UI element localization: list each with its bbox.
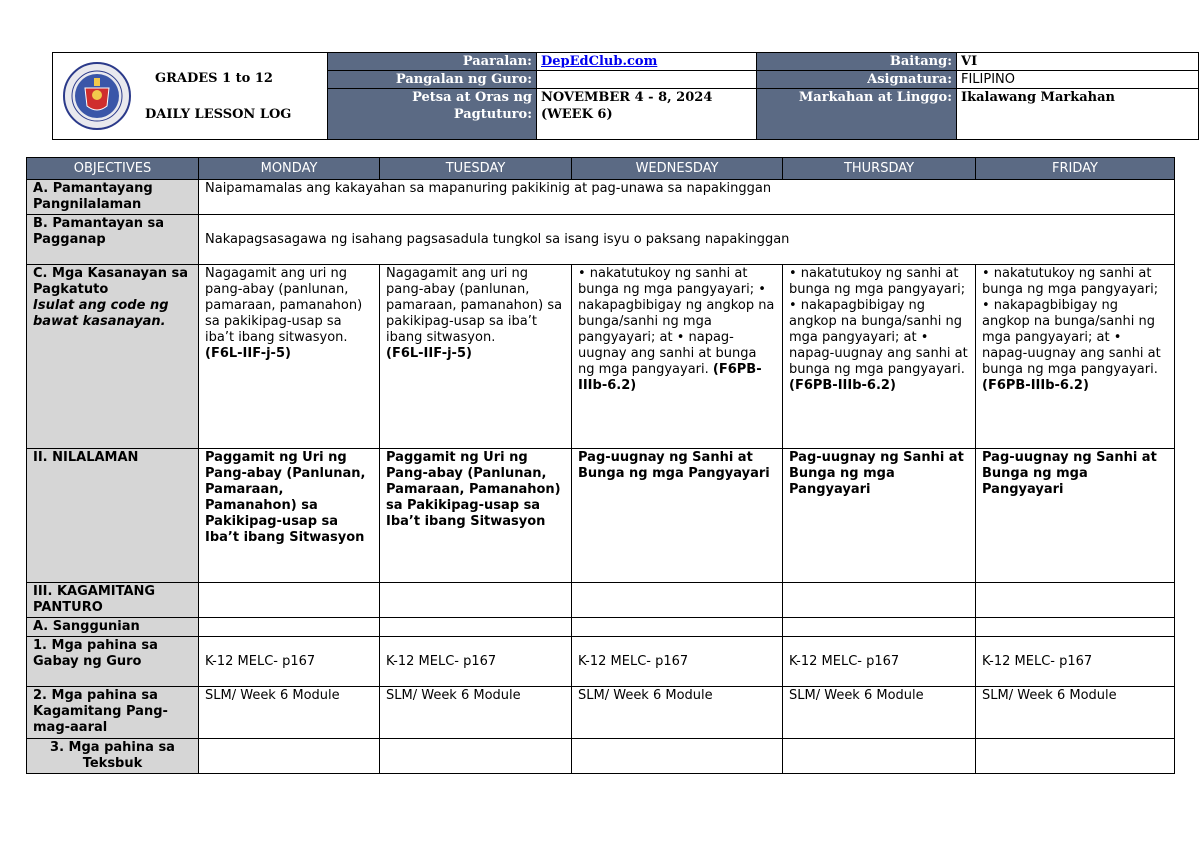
table-row — [27, 618, 1175, 637]
empty-cell — [976, 583, 1175, 618]
learner-material-thursday: SLM/ Week 6 Module — [783, 687, 976, 739]
col-thursday: THURSDAY — [783, 158, 976, 180]
row-label-teacher-guide: 1. Mga pahina sa Gabay ng Guro — [27, 637, 199, 687]
table-row — [27, 215, 1175, 265]
competency-code: (F6PB-IIIb-6.2) — [982, 378, 1089, 393]
competency-tuesday — [380, 265, 572, 449]
deped-seal-logo-icon — [63, 62, 131, 130]
row-label-materials: III. KAGAMITANG PANTURO — [27, 583, 199, 618]
school-label: Paaralan: — [328, 53, 537, 71]
col-objectives: OBJECTIVES — [27, 158, 199, 180]
learner-material-tuesday: SLM/ Week 6 Module — [380, 687, 572, 739]
table-row — [27, 449, 1175, 583]
competency-monday — [199, 265, 380, 449]
quarter-label: Markahan at Linggo: — [757, 89, 957, 140]
lesson-log-table — [26, 157, 1175, 774]
performance-standard-value: Nakapagsasagawa ng isahang pagsasadula tungkol sa isang isyu o paksang napakinggan — [199, 215, 1175, 265]
empty-cell — [199, 583, 380, 618]
empty-cell — [380, 583, 572, 618]
teacher-value — [537, 71, 757, 89]
school-value[interactable] — [537, 53, 757, 71]
empty-cell — [783, 583, 976, 618]
row-label-learner-material: 2. Mga pahina sa Kagamitang Pang-mag-aaral — [27, 687, 199, 739]
content-tuesday: Paggamit ng Uri ng Pang-abay (Panlunan, Pamaraan, Pamanahon) sa Pakikipag-usap sa Iba’t ibang Sitwasyon — [380, 449, 572, 583]
empty-cell — [572, 739, 783, 774]
title-daily-lesson-log: DAILY LESSON LOG — [145, 106, 292, 122]
empty-cell — [976, 739, 1175, 774]
competencies-note: Isulat ang code ng bawat kasanayan. — [33, 298, 169, 329]
table-row — [27, 687, 1175, 739]
row-label-competencies — [27, 265, 199, 449]
row-label-references: A. Sanggunian — [27, 618, 199, 637]
empty-cell — [572, 618, 783, 637]
competency-thursday — [783, 265, 976, 449]
table-row — [27, 180, 1175, 215]
competency-code: (F6PB-IIIb-6.2) — [789, 378, 896, 393]
table-row — [27, 583, 1175, 618]
learner-material-friday: SLM/ Week 6 Module — [976, 687, 1175, 739]
empty-cell — [199, 618, 380, 637]
empty-cell — [380, 739, 572, 774]
row-label-performance-standard: B. Pamantayan sa Pagganap — [27, 215, 199, 265]
date-label: Petsa at Oras ng Pagtuturo: — [328, 89, 537, 140]
teacher-guide-tuesday: K-12 MELC- p167 — [380, 637, 572, 687]
competency-wednesday — [572, 265, 783, 449]
competency-text: Nagagamit ang uri ng pang-abay (panlunan, pamaraan, pamanahon) sa pakikipag-usap sa iba’t ibang sitwasyon. — [205, 266, 363, 345]
empty-cell — [380, 618, 572, 637]
col-wednesday: WEDNESDAY — [572, 158, 783, 180]
table-header-row — [27, 158, 1175, 180]
competency-text: • nakatutukoy ng sanhi at bunga ng mga pangyayari; • nakapagbibigay ng angkop na bunga/sanhi ng mga pangyayari; at • napag-uugnay ang sanhi at bunga ng mga pangyayari. — [789, 266, 968, 377]
content-wednesday: Pag-uugnay ng Sanhi at Bunga ng mga Pangyayari — [572, 449, 783, 583]
competency-text: Nagagamit ang uri ng pang-abay (panlunan, pamaraan, pamanahon) sa pakikipag-usap sa iba’t ibang sitwasyon. — [386, 266, 563, 345]
empty-cell — [783, 618, 976, 637]
learner-material-wednesday: SLM/ Week 6 Module — [572, 687, 783, 739]
empty-cell — [783, 739, 976, 774]
school-link[interactable]: DepEdClub.com — [541, 54, 658, 69]
competency-text: • nakatutukoy ng sanhi at bunga ng mga pangyayari; • nakapagbibigay ng angkop na bunga/sanhi ng mga pangyayari; at • napag-uugnay ang sanhi at bunga ng mga pangyayari. — [982, 266, 1161, 377]
table-row — [27, 739, 1175, 774]
teacher-label: Pangalan ng Guro: — [328, 71, 537, 89]
row-label-textbook: 3. Mga pahina sa Teksbuk — [27, 739, 199, 774]
teacher-guide-wednesday: K-12 MELC- p167 — [572, 637, 783, 687]
competency-code: (F6L-IIF-j-5) — [386, 346, 472, 361]
teacher-guide-friday: K-12 MELC- p167 — [976, 637, 1175, 687]
competency-code: (F6PB-IIIb-6.2) — [578, 362, 762, 393]
logo-title-cell — [53, 53, 328, 140]
competency-friday — [976, 265, 1175, 449]
content-monday: Paggamit ng Uri ng Pang-abay (Panlunan, Pamaraan, Pamanahon) sa Pakikipag-usap sa Iba’t ibang Sitwasyon — [199, 449, 380, 583]
table-row — [27, 637, 1175, 687]
grade-label: Baitang: — [757, 53, 957, 71]
content-thursday: Pag-uugnay ng Sanhi at Bunga ng mga Pangyayari — [783, 449, 976, 583]
competency-code: (F6L-IIF-j-5) — [205, 346, 291, 361]
content-standard-value: Naipamamalas ang kakayahan sa mapanuring pakikinig at pag-unawa sa napakinggan — [199, 180, 1175, 215]
teacher-guide-monday: K-12 MELC- p167 — [199, 637, 380, 687]
date-value: NOVEMBER 4 - 8, 2024 (WEEK 6) — [537, 89, 757, 140]
empty-cell — [199, 739, 380, 774]
quarter-value: Ikalawang Markahan — [957, 89, 1199, 140]
subject-label: Asignatura: — [757, 71, 957, 89]
content-friday: Pag-uugnay ng Sanhi at Bunga ng mga Pangyayari — [976, 449, 1175, 583]
col-tuesday: TUESDAY — [380, 158, 572, 180]
teacher-guide-thursday: K-12 MELC- p167 — [783, 637, 976, 687]
col-friday: FRIDAY — [976, 158, 1175, 180]
row-label-content: II. NILALAMAN — [27, 449, 199, 583]
competencies-label: C. Mga Kasanayan sa Pagkatuto — [33, 266, 189, 297]
title-grades: GRADES 1 to 12 — [155, 70, 273, 86]
empty-cell — [976, 618, 1175, 637]
subject-value: FILIPINO — [957, 71, 1199, 89]
row-label-content-standard: A. Pamantayang Pangnilalaman — [27, 180, 199, 215]
grade-value: VI — [957, 53, 1199, 71]
learner-material-monday: SLM/ Week 6 Module — [199, 687, 380, 739]
competency-text: • nakatutukoy ng sanhi at bunga ng mga pangyayari; • nakapagbibigay ng angkop na bunga/sanhi ng mga pangyayari; at • napag-uugnay ang sanhi at bunga ng mga pangyayari. — [578, 266, 775, 377]
empty-cell — [572, 583, 783, 618]
table-row — [27, 265, 1175, 449]
header-table — [52, 52, 1199, 140]
col-monday: MONDAY — [199, 158, 380, 180]
